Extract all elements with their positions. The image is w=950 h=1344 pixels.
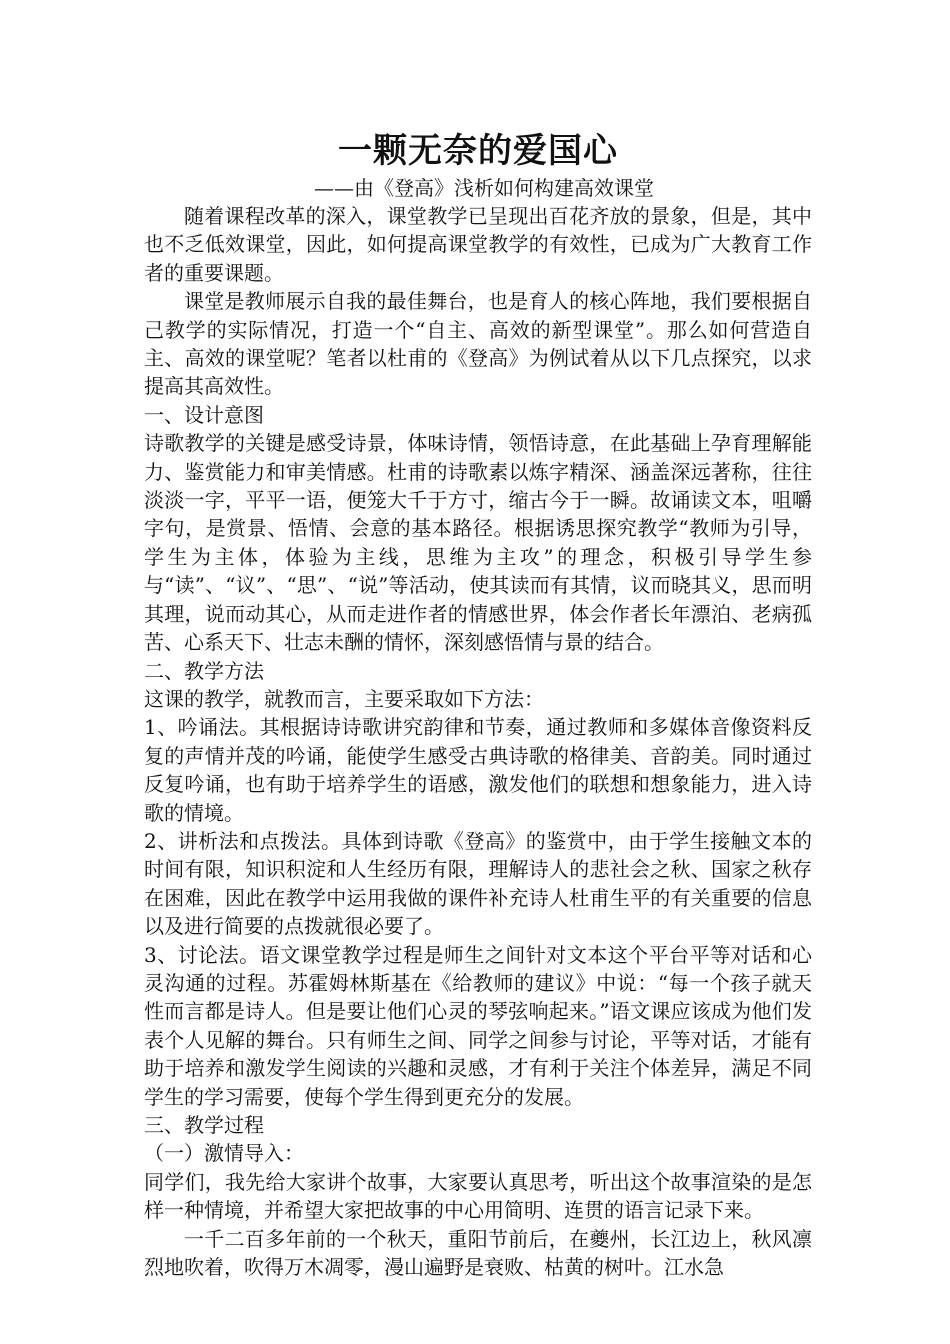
- document-subtitle: ——由《登高》浅析如何构建高效课堂: [314, 176, 654, 200]
- paragraph: 随着课程改革的深入，课堂教学已呈现出百花齐放的景象，但是，其中也不乏低效课堂，因此，如何提高课堂教学的有效性，已成为广大教育工作者的重要课题。: [144, 204, 812, 285]
- paragraph: 二、教学方法: [144, 658, 264, 683]
- paragraph: 同学们，我先给大家讲个故事，大家要认真思考，听出这个故事渲染的是怎样一种情境，并希望大家把故事的中心用简明、连贯的语言记录下来。: [144, 1169, 812, 1223]
- paragraph: 3、讨论法。语文课堂教学过程是师生之间针对文本这个平台平等对话和心灵沟通的过程。苏霍姆林斯基在《给教师的建议》中说：“每一个孩子就天性而言都是诗人。但是要让他们心灵的琴弦响起来。”语文课应该成为他们发表个人见解的舞台。只有师生之间、同学之间参与讨论，平等对话，才能有助于培养和激发学生阅读的兴趣和灵感，才有利于关注个体差异，满足不同学生的学习需要，使每个学生得到更充分的发展。: [144, 942, 812, 1109]
- document-title: 一颗无奈的爱国心: [338, 131, 618, 171]
- paragraph: 这课的教学，就教而言，主要采取如下方法：: [144, 686, 544, 711]
- paragraph: 一千二百多年前的一个秋天，重阳节前后，在夔州，长江边上，秋风凛烈地吹着，吹得万木凋零，漫山遍野是衰败、枯黄的树叶。江水急: [144, 1226, 812, 1280]
- paragraph: 1、吟诵法。其根据诗诗歌讲究韵律和节奏，通过教师和多媒体音像资料反复的声情并茂的吟诵，能使学生感受古典诗歌的格律美、音韵美。同时通过反复吟诵，也有助于培养学生的语感，激发他们的联想和想象能力，进入诗歌的情境。: [144, 715, 812, 825]
- paragraph: （一）激情导入：: [144, 1141, 304, 1166]
- paragraph: 诗歌教学的关键是感受诗景，体味诗情，领悟诗意，在此基础上孕育理解能力、鉴赏能力和审美情感。杜甫的诗歌素以炼字精深、涵盖深远著称，往往淡淡一字，平平一语，便笼大千于方寸，缩古今于一瞬。故诵读文本，咀嚼字句，是赏景、悟情、会意的基本路径。根据诱思探究教学“教师为引导，学生为主体，体验为主线，思维为主攻”的理念，积极引导学生参与“读”、“议”、“思”、“说”等活动，使其读而有其情，议而晓其义，思而明其理，说而动其心，从而走进作者的情感世界，体会作者长年漂泊、老病孤苦、心系天下、壮志未酬的情怀，深刻感悟情与景的结合。: [144, 431, 812, 655]
- document-page: [144, 128, 812, 1281]
- paragraph: 一、设计意图: [144, 402, 264, 427]
- document-body: [144, 202, 812, 1281]
- paragraph: 课堂是教师展示自我的最佳舞台，也是育人的核心阵地，我们要根据自己教学的实际情况，打造一个“自主、高效的新型课堂”。那么如何营造自主、高效的课堂呢？笔者以杜甫的《登高》为例试着从以下几点探究，以求提高其高效性。: [144, 289, 812, 399]
- paragraph: 三、教学过程: [144, 1113, 264, 1137]
- paragraph: 2、讲析法和点拨法。具体到诗歌《登高》的鉴赏中，由于学生接触文本的时间有限，知识积淀和人生经历有限，理解诗人的悲社会之秋、国家之秋存在困难，因此在教学中运用我做的课件补充诗人杜甫生平的有关重要的信息以及进行简要的点拨就很必要了。: [144, 828, 812, 939]
